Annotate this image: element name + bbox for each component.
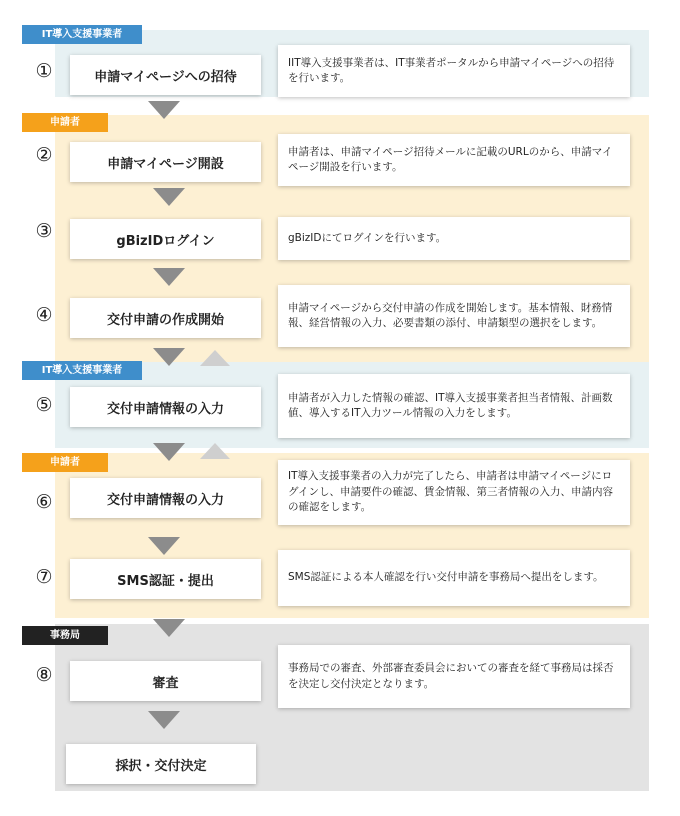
step-description: 申請者が入力した情報の確認、IT導入支援事業者担当者情報、計画数値、導入するIT入力ツール情報の入力をします。	[278, 374, 630, 438]
step-description: SMS認証による本人確認を行い交付申請を事務局へ提出をします。	[278, 550, 630, 606]
step-number: ⑦	[35, 566, 53, 588]
step-box: 審査	[70, 661, 261, 701]
down-arrow-icon	[148, 711, 180, 729]
step-number: ⑤	[35, 394, 53, 416]
step-box: 交付申請情報の入力	[70, 478, 261, 518]
up-arrow-icon	[200, 443, 230, 459]
step-description: 申請マイページから交付申請の作成を開始します。基本情報、財務情報、経営情報の入力、必要書類の添付、申請類型の選択をします。	[278, 285, 630, 347]
down-arrow-icon	[153, 619, 185, 637]
step-number: ②	[35, 144, 53, 166]
down-arrow-icon	[153, 268, 185, 286]
role-tag-applicant: 申請者	[22, 113, 108, 132]
step-description: 事務局での審査、外部審査委員会においての審査を経て事務局は採否を決定し交付決定となります。	[278, 645, 630, 708]
role-tag-it-vendor: IT導入支援事業者	[22, 361, 142, 380]
step-box: SMS認証・提出	[70, 559, 261, 599]
down-arrow-icon	[148, 101, 180, 119]
step-number: ⑥	[35, 491, 53, 513]
step-number: ③	[35, 220, 53, 242]
down-arrow-icon	[148, 537, 180, 555]
role-tag-office: 事務局	[22, 626, 108, 645]
step-box: 交付申請の作成開始	[70, 298, 261, 338]
step-description: 申請者は、申請マイページ招待メールに記載のURLのから、申請マイページ開設を行います。	[278, 134, 630, 186]
final-step-box: 採択・交付決定	[66, 744, 256, 784]
step-box: 交付申請情報の入力	[70, 387, 261, 427]
step-description: IT導入支援事業者の入力が完了したら、申請者は申請マイページにログインし、申請要件の確認、賃金情報、第三者情報の入力、申請内容の確認をします。	[278, 460, 630, 525]
step-box: 申請マイページへの招待	[70, 55, 261, 95]
down-arrow-icon	[153, 188, 185, 206]
step-box: 申請マイページ開設	[70, 142, 261, 182]
step-number: ⑧	[35, 664, 53, 686]
down-arrow-icon	[153, 348, 185, 366]
up-arrow-icon	[200, 350, 230, 366]
step-description: gBizIDにてログインを行います。	[278, 217, 630, 260]
step-number: ①	[35, 60, 53, 82]
down-arrow-icon	[153, 443, 185, 461]
step-number: ④	[35, 304, 53, 326]
role-tag-applicant: 申請者	[22, 453, 108, 472]
step-box: gBizIDログイン	[70, 219, 261, 259]
role-tag-it-vendor: IT導入支援事業者	[22, 25, 142, 44]
step-description: IIT導入支援事業者は、IT事業者ポータルから申請マイページへの招待を行います。	[278, 45, 630, 97]
